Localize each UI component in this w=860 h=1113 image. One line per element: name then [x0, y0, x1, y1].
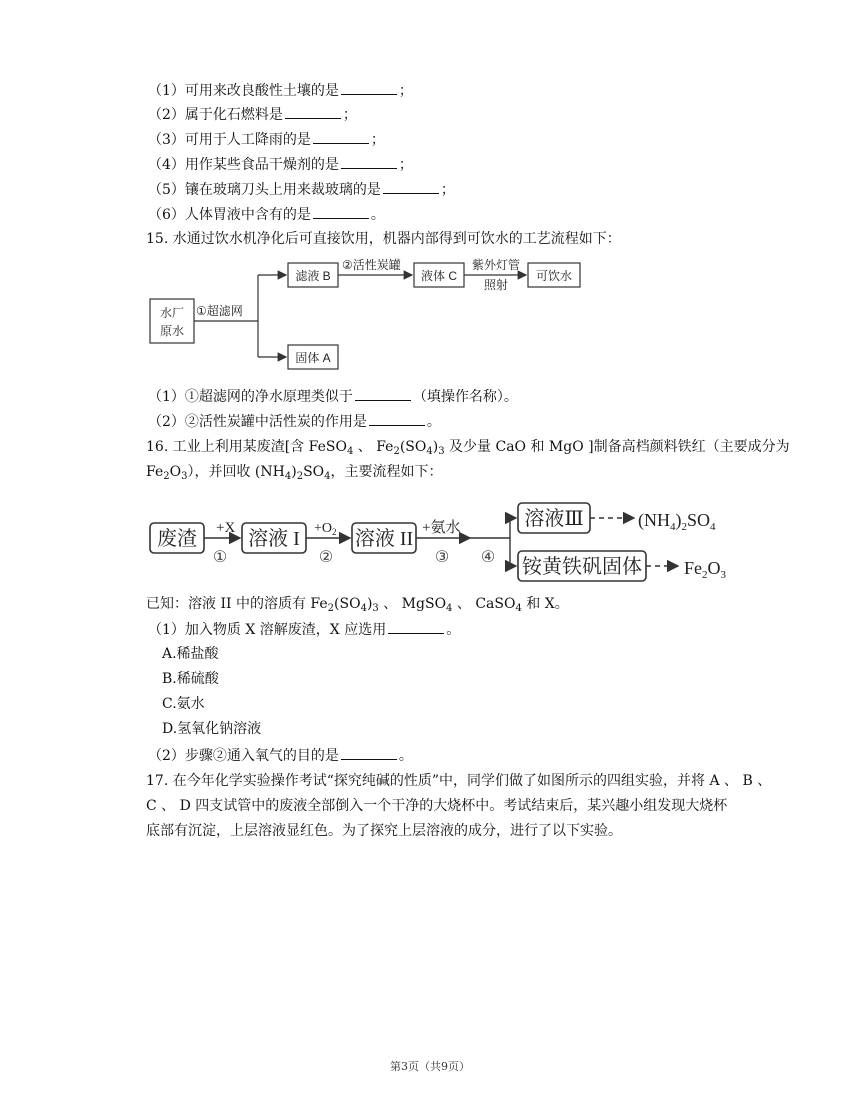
answer-blank	[388, 619, 444, 634]
waste-label: 废渣	[157, 528, 197, 550]
answer-blank	[369, 411, 425, 426]
q17-line3: 底部有沉淀，上层溶液显红色。为了探究上层溶液的成分，进行了以下实验。	[146, 823, 622, 839]
q15-sub2: （2）②活性炭罐中活性炭的作用是 。	[148, 411, 441, 432]
q16-stem-line2: $Fe_2O_3$），并回收 $(NH_4)_2SO_4$，主要流程如下：	[146, 464, 443, 482]
source-label-2: 原水	[159, 324, 185, 338]
q16-stem-line1: 16. 工业上利用某废渣[含 FeSO$_4$ 、 $Fe_2(SO_4)_3$ 及少量 CaO 和 MgO ]制备高档颜料铁红（主要成分为	[146, 439, 790, 457]
product2-label: $Fe_2O_3$	[684, 558, 726, 581]
solution2-label: 溶液 II	[354, 528, 414, 550]
q16-flow-diagram	[148, 498, 748, 588]
q16-sub1: （1）加入物质 X 溶解废渣，X 应选用 。	[148, 619, 460, 640]
q15-sub1: （1）①超滤网的净水原理类似于 （填操作名称）。	[148, 386, 518, 407]
add-x-label: +X	[216, 520, 236, 536]
page-footer: 第3页（共9页）	[390, 1060, 470, 1073]
source-label-1: 水厂	[159, 306, 185, 320]
step1-number: ①	[212, 549, 228, 566]
q16-option-d: D.氢氧化钠溶液	[162, 721, 262, 737]
q14-item-5: （5）镶在玻璃刀头上用来裁玻璃的是 ；	[148, 179, 455, 200]
filtrate-label: 滤液 B	[295, 269, 331, 283]
solution3-label: 溶液Ⅲ	[524, 508, 584, 530]
answer-blank	[341, 80, 397, 95]
liquid-label: 液体 C	[420, 269, 458, 283]
answer-blank	[313, 204, 369, 219]
answer-blank	[355, 386, 411, 401]
q17-line1: 17. 在今年化学实验操作考试“探究纯碱的性质”中，同学们做了如图所示的四组实验，并将 A 、 B 、	[146, 773, 772, 789]
q14-item-2: （2）属于化石燃料是 ；	[148, 104, 357, 125]
add-o2-label: $+O_2$	[314, 521, 337, 537]
q14-item-3: （3）可用于人工降雨的是 ；	[148, 129, 385, 150]
q16-option-a: A.稀盐酸	[162, 646, 219, 662]
answer-blank	[313, 129, 369, 144]
answer-blank	[341, 154, 397, 169]
step2-number: ②	[318, 549, 334, 566]
step3-label-1: 紫外灯管	[471, 258, 521, 272]
q14-item-4: （4）用作某些食品干燥剂的是 ；	[148, 154, 413, 175]
q16-option-c: C.氨水	[162, 696, 205, 712]
q14-item-6: （6）人体胃液中含有的是 。	[148, 204, 385, 225]
solid-label: 固体 A	[295, 351, 331, 365]
q17-line2: C 、 D 四支试管中的废液全部倒入一个干净的大烧杯中。考试结束后，某兴趣小组发现大烧杯	[146, 798, 728, 814]
answer-blank	[383, 179, 439, 194]
q16-known: 已知：溶液 II 中的溶质有 $Fe_2(SO_4)_3$ 、 MgSO$_4$ 、 CaSO$_4$ 和 X。	[146, 596, 569, 614]
q15-flow-diagram	[146, 255, 596, 375]
step3-label-2: 照射	[483, 278, 509, 292]
product-label: 可饮水	[535, 269, 573, 283]
q16-sub2: （2）步骤②通入氧气的目的是 。	[148, 745, 413, 766]
solid-label: 铵黄铁矾固体	[522, 556, 642, 578]
q16-option-b: B.稀硫酸	[162, 671, 219, 687]
product1-label: $(NH_4)_2SO_4$	[638, 510, 716, 533]
q14-item-1: （1）可用来改良酸性土壤的是 ；	[148, 80, 413, 101]
q15-stem: 15. 水通过饮水机净化后可直接饮用，机器内部得到可饮水的工艺流程如下：	[146, 231, 621, 247]
answer-blank	[285, 104, 341, 119]
step4-number: ④	[480, 549, 496, 566]
step1-label: ①超滤网	[196, 304, 243, 318]
add-ammonia-label: +氨水	[422, 520, 461, 536]
step2-label: ②活性炭罐	[342, 258, 401, 272]
solution1-label: 溶液 I	[248, 528, 300, 550]
step3-number: ③	[434, 549, 450, 566]
answer-blank	[341, 745, 397, 760]
